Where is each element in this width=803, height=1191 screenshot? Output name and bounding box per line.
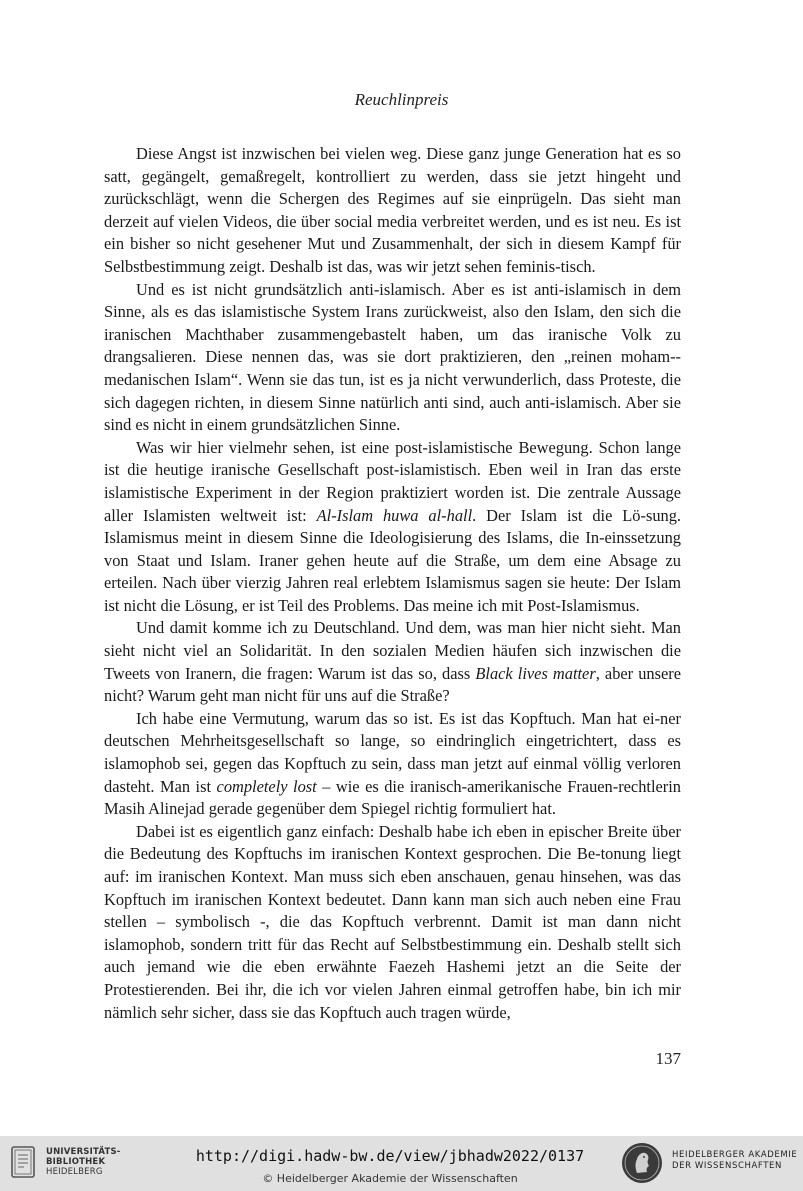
university-library-name — [46, 1147, 121, 1177]
paragraph — [104, 708, 681, 821]
text-run: Dabei ist es eigentlich ganz einfach: Deshalb habe ich eben in epischer Breite über die Bedeutung des Kopftuchs im iranischen Kontext gesprochen. Die Be-tonung liegt auf: im iranischen Kontext. Man muss sich eben anschauen, genau hinsehen, was das Kopftuch im iranischen Kontext bedeutet. Dann kann man sich auch neben eine Frau stellen – symbolisch -, die das Kopftuch verbrennt. Damit ist man dann nicht islamophob, sondern tritt für das Recht auf Selbstbestimmung ein. Deshalb stellt sich auch jemand wie die eben erwähnte Faezeh Hashemi jetzt an die Seite der Protestierenden. Bei ihr, die ich vor vielen Jahren einmal getroffen habe, bin ich mir nämlich sehr sicher, dass sie das Kopftuch auch tragen würde, — [104, 821, 681, 1022]
academy-name-line-2: DER WISSENSCHAFTEN — [672, 1161, 782, 1171]
copyright-notice: © Heidelberger Akademie der Wissenschaften — [262, 1172, 518, 1185]
text-run: , aber unsere nicht? Warum geht man nicht für uns auf die Straße? — [104, 663, 681, 706]
paragraph — [104, 821, 681, 1024]
italic-phrase: completely lost — [216, 776, 317, 796]
body-text — [104, 143, 681, 1024]
viewer-footer — [0, 1136, 803, 1191]
page-number: 137 — [655, 1049, 681, 1068]
text-run: – wie es die iranisch-amerikanische Frauen-rechtlerin Masih Alinejad gerade gegenüber dem Spiegel richtig formuliert hat. — [104, 776, 681, 819]
paragraph — [104, 143, 681, 279]
academy-name-line-1: HEIDELBERGER AKADEMIE — [672, 1150, 798, 1160]
italic-phrase: Black lives matter — [475, 663, 596, 683]
university-library-logo[interactable] — [10, 1143, 130, 1185]
italic-phrase: Al-Islam huwa al-hall — [316, 505, 473, 525]
academy-logo[interactable] — [620, 1140, 800, 1186]
academy-name — [672, 1150, 797, 1172]
paragraph — [104, 437, 681, 618]
text-run: Und damit komme ich zu Deutschland. Und dem, was man hier nicht sieht. Man sieht nicht viel an Solidarität. In den sozialen Medien häufen sich inzwischen die Tweets von Iranern, die fragen: Warum ist das so, dass — [104, 618, 681, 683]
text-run: Ich habe eine Vermutung, warum das so ist. Es ist das Kopftuch. Man hat ei-ner deutschen Mehrheitsgesellschaft so lange, so eindringlich eingetrichtert, dass es islamophob sei, gegen das Kopftuch zu sein, dass man jetzt auf einmal völlig verloren dasteht. Man ist — [104, 708, 681, 796]
running-head: Reuchlinpreis — [354, 90, 449, 109]
paragraph — [104, 617, 681, 707]
text-run: Was wir hier vielmehr sehen, ist eine post-islamistische Bewegung. Schon lange ist die heutige iranische Gesellschaft post-islamistisch. Eben weil in Iran das erste islamistische Experiment in der Region praktiziert worden ist. Die zentrale Aussage aller Islamisten weltweit ist: — [104, 437, 681, 525]
university-library-emblem-icon — [10, 1145, 38, 1181]
library-name-line-2: BIBLIOTHEK — [46, 1157, 106, 1167]
text-run: Diese Angst ist inzwischen bei vielen weg. Diese ganz junge Generation hat es so satt, gegängelt, gemaßregelt, kontrolliert zu werden, dass sie jetzt hingeht und zurückschlägt, wenn die Schergen des Regimes auf sie einprügeln. Das sieht man derzeit auf vielen Videos, die über social media verbreitet werden, und es ist neu. Es ist ein bisher so nicht gesehener Mut und Zusammenhalt, der sich in diesem Kampf für Selbstbestimmung zeigt. Deshalb ist das, was wir jetzt sehen feminis-tisch. — [104, 144, 681, 276]
text-run: . Der Islam ist die Lö-sung. Islamismus meint in diesem Sinne die Ideologisierung des Islams, die In-einssetzung von Staat und Islam. Iraner gehen heute auf die Straße, um dem eine Absage zu erteilen. Nach über vierzig Jahren real erlebtem Islamismus sagen sie heute: Der Islam ist nicht die Lösung, er ist Teil des Problems. Das meine ich mit Post-Islamismus. — [104, 505, 682, 615]
library-name-line-1: UNIVERSITÄTS- — [46, 1147, 121, 1157]
academy-medal-icon — [620, 1141, 664, 1185]
permalink-url[interactable]: http://digi.hadw-bw.de/view/jbhadw2022/0137 — [195, 1147, 585, 1165]
library-name-line-3: HEIDELBERG — [46, 1167, 103, 1177]
paragraph — [104, 279, 681, 437]
text-run: Und es ist nicht grundsätzlich anti-islamisch. Aber es ist anti-islamisch in dem Sinne, als es das islamistische System Irans zurückweist, also den Islam, den sich die iranischen Machthaber zusammengebastelt haben, um das iranische Volk zu drangsalieren. Diese nennen das, was sie dort praktizieren, den „reinen moham-medanischen Islam“. Wenn sie das tun, ist es ja nicht verwunderlich, dass Proteste, die sich dagegen richten, in diesem Sinne natürlich anti sind, auch anti-islamisch. Aber sie sind es nicht in einem grundsätzlichen Sinne. — [104, 279, 681, 435]
